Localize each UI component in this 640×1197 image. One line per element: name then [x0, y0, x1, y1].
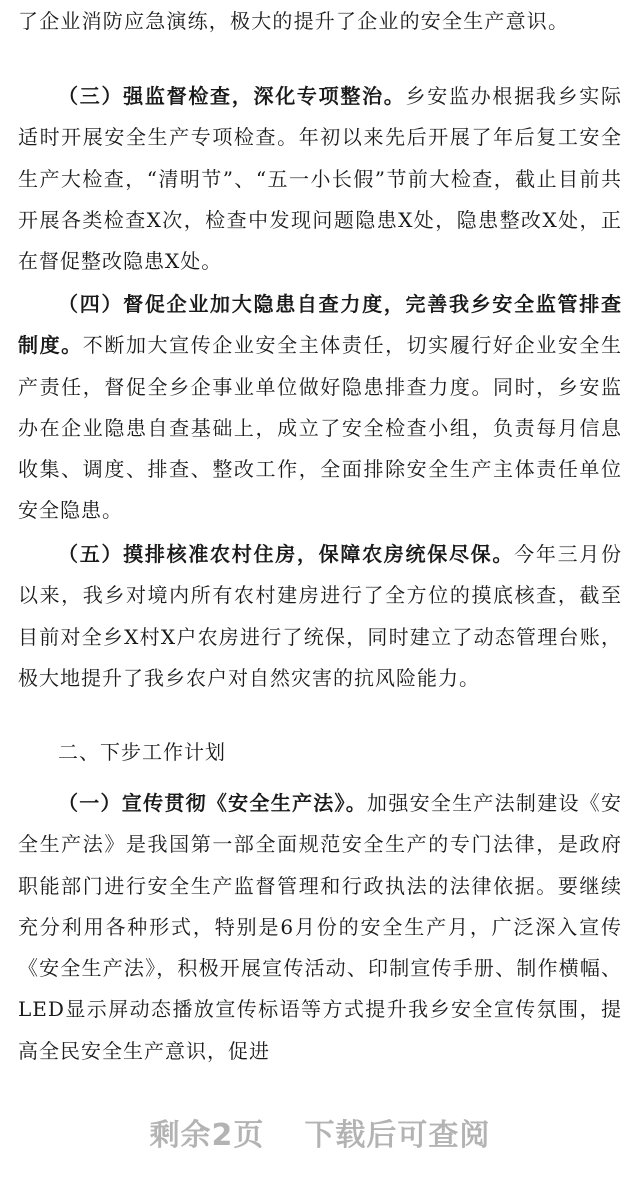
paragraph-heading: （五）摸排核准农村住房，保障农房统保尽保。 — [58, 542, 515, 566]
paragraph-safety-law — [18, 783, 622, 1072]
paragraph-body: 今年三月份以来，我乡对境内所有农村建房进行了全方位的摸底核查，截至目前对全乡X村X户农房进行了统保，同时建立了动态管理台账，极大地提升了我乡农户对自然灾害的抗风险能力。 — [18, 542, 623, 690]
paragraph-hazard-check — [18, 284, 622, 532]
section-title: 二、下步工作计划 — [58, 740, 226, 764]
download-to-view-label: 下载后可查阅 — [304, 1118, 491, 1153]
remaining-pages-label: 剩余2页 — [149, 1118, 265, 1153]
intro-fragment: 了企业消防应急演练，极大的提升了企业的安全生产意识。 — [18, 9, 570, 33]
paragraph-inspection — [18, 76, 622, 282]
paragraph-body: 不断加大宣传企业安全主体责任，切实履行好企业安全生产责任，督促全乡企事业单位做好隐患排查力度。同时，乡安监办在企业隐患自查基础上，成立了安全检查小组，负责每月信息收集、调度、排查、整改工作，全面排除安全生产主体责任单位安全隐患。 — [18, 333, 623, 523]
download-notice[interactable] — [0, 1110, 640, 1154]
paragraph-body: 乡安监办根据我乡实际适时开展安全生产专项检查。年初以来先后开展了年后复工安全生产大检查，“清明节”、“五一小长假”节前大检查，截止目前共开展各类检查X次，检查中发现问题隐患X处，隐患整改X处，正在督促整改隐患X处。 — [18, 84, 623, 274]
paragraph-rural-housing — [18, 534, 622, 699]
paragraph-heading: （四）督促企业加大隐患自查力度，完善我乡安全监管排查制度。 — [18, 292, 622, 358]
paragraph-body: 加强安全生产法制建设《安全生产法》是我国第一部全面规范安全生产的专门法律，是政府职能部门进行安全生产监督管理和行政执法的法律依据。要继续充分利用各种形式，特别是6月份的安全生产月，广泛深入宣传《安全生产法》，积极开展宣传活动、印制宣传手册、制作横幅、LED显示屏动态播放宣传标语等方式提升我乡安全宣传氛围，提高全民安全生产意识，促进 — [18, 791, 623, 1063]
paragraph-heading: （一）宣传贯彻《安全生产法》。 — [58, 791, 368, 815]
paragraph-heading: （三）强监督检查，深化专项整治。 — [58, 84, 406, 108]
